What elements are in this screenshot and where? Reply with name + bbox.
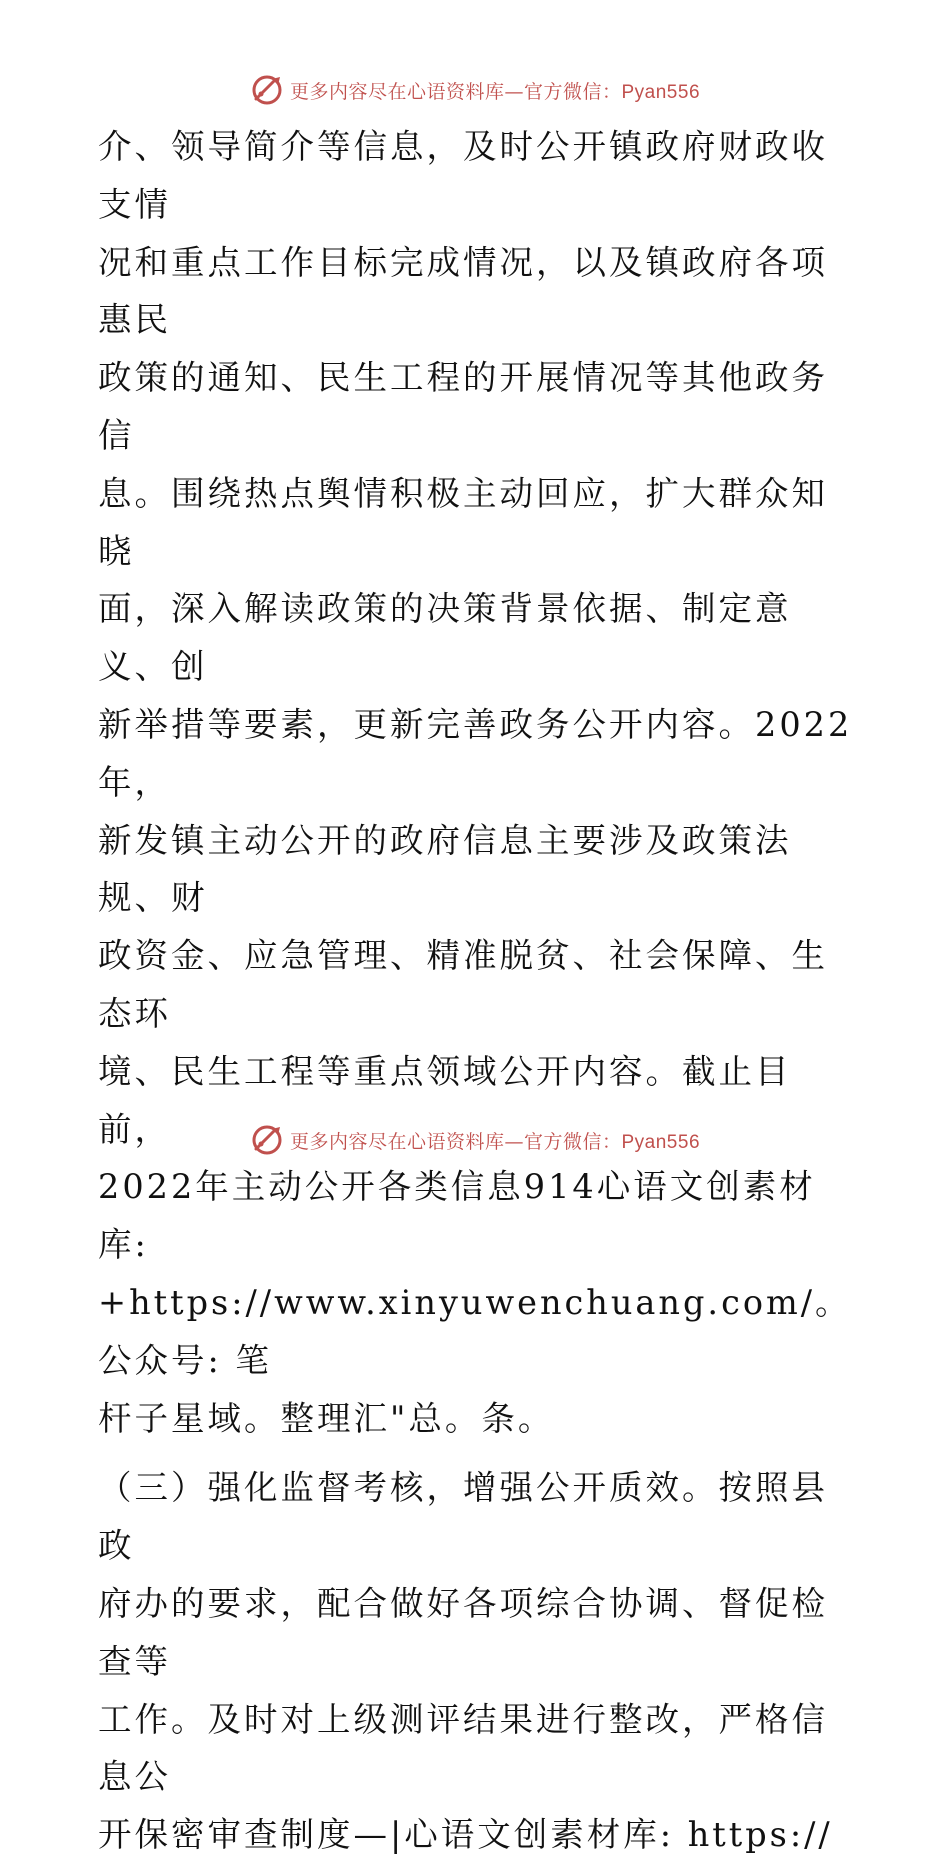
header-banner-wechat-label: 官方微信： (523, 80, 622, 103)
header-banner-inner (250, 73, 700, 107)
footer-banner-text (290, 1127, 700, 1154)
header-banner-separator: — (504, 80, 524, 103)
brush-circle-logo-icon (250, 73, 284, 107)
header-banner (0, 70, 950, 110)
footer-banner-wechat-id: Pyan556 (621, 1131, 701, 1153)
body-paragraph-1: 介、领导简介等信息，及时公开镇政府财政收支情 况和重点工作目标完成情况，以及镇政府各项惠民 政策的通知、民生工程的开展情况等其他政务信 息。围绕热点舆情积极主动回应，扩大群众知晓 面，深入解读政策的决策背景依据、制定意义、创 新举措等要素，更新完善政务公开内容。2022年， 新发镇主动公开的政府信息主要涉及政策法规、财 政资金、应急管理、精准脱贫、社会保障、生态环 境、民生工程等重点领域公开内容。截止目前， 2022年主动公开各类信息914心语文创素材库: +https://www.xinyuwenchuang.com/。公众号: 笔 杆子星域。整理汇"总。条。 (98, 127, 853, 1438)
footer-banner-separator: — (504, 1130, 524, 1153)
header-banner-cn: 更多内容尽在心语资料库 (289, 80, 505, 103)
body-paragraph-2: （三）强化监督考核，增强公开质效。按照县政 府办的要求，配合做好各项综合协调、督促检查等 工作。及时对上级测评结果进行整改，严格信息公 开保密审查制度—|心语文创素材库: https:// (98, 1468, 833, 1855)
header-banner-text (290, 77, 700, 104)
footer-banner-cn: 更多内容尽在心语资料库 (289, 1130, 505, 1153)
brush-circle-logo-icon (250, 1123, 284, 1157)
header-banner-wechat-id: Pyan556 (621, 81, 701, 103)
document-body (98, 118, 858, 1864)
footer-banner (0, 1120, 950, 1160)
footer-banner-inner (250, 1123, 700, 1157)
footer-banner-wechat-label: 官方微信： (523, 1130, 622, 1153)
